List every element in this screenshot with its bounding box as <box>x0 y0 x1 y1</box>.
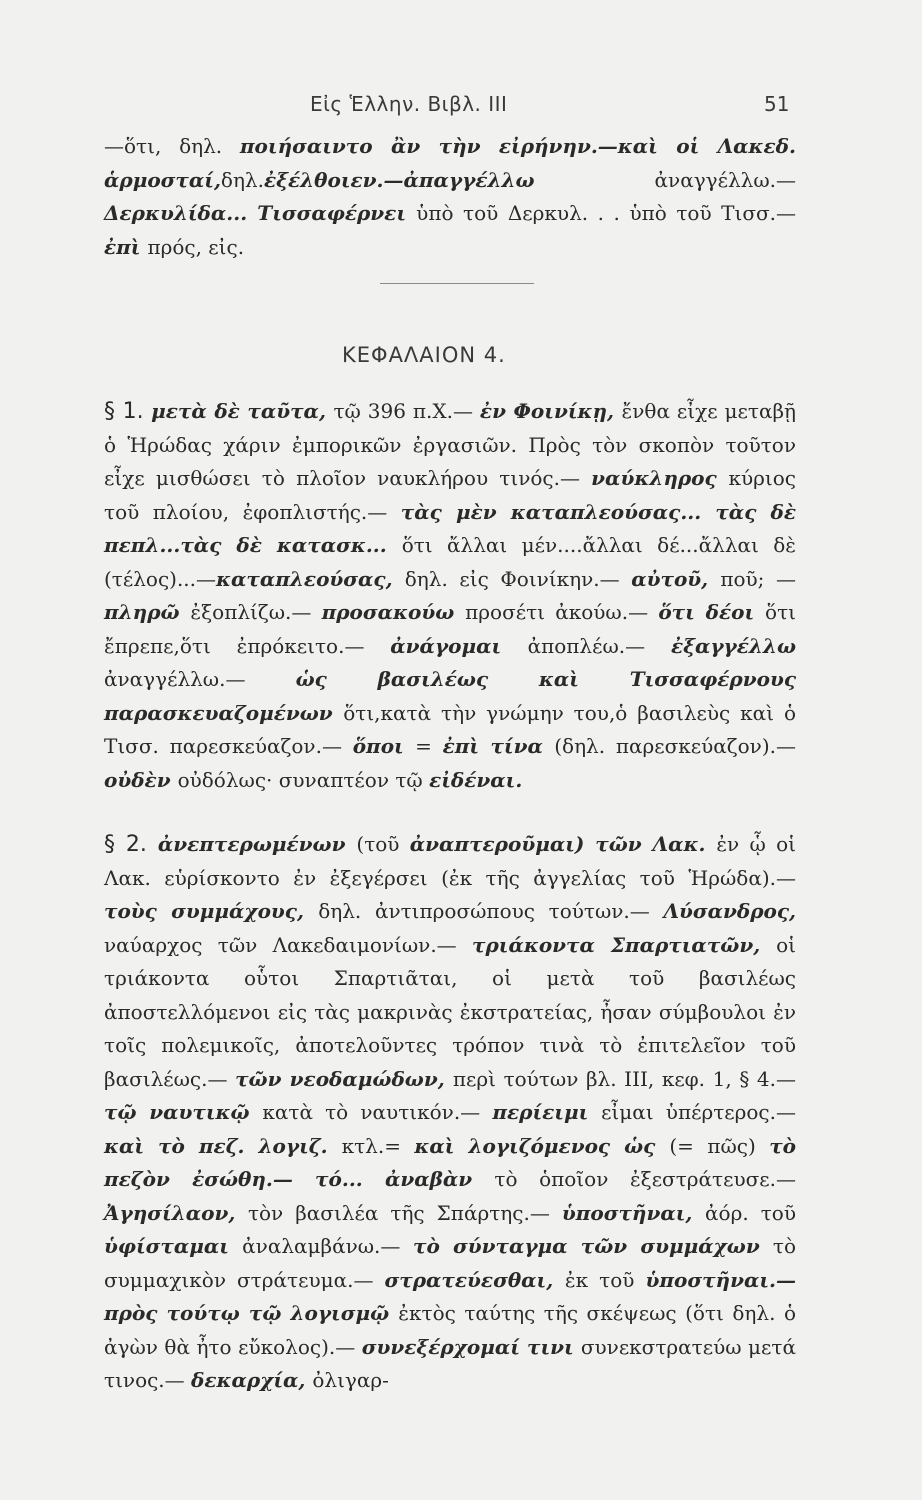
glossed-term: Λύσανδρος, <box>663 899 796 923</box>
gloss-text: κύριος τοῦ πλοίου, ἐφοπλιστής.— <box>104 466 796 524</box>
glossed-term: ὑποστῆναι.—πρὸς τούτῳ τῷ λογισμῷ <box>104 1267 796 1325</box>
glossed-term: ὑποστῆναι, <box>561 1200 706 1225</box>
glossed-term: τοὺς συμμάχους, <box>104 899 319 923</box>
top-paragraph <box>104 130 796 264</box>
divider-rule <box>380 283 534 284</box>
gloss-text: = <box>415 734 443 758</box>
section-marker: § 2. <box>104 832 158 857</box>
gloss-text: ἐξοπλίζω.— <box>190 600 322 624</box>
glossed-term: συνεξέρχομαί τινι <box>361 1334 581 1359</box>
glossed-term: τὸ πεζὸν ἐσώθη.— τό... ἀναβὰν <box>104 1133 797 1191</box>
gloss-text: δηλ. ἀντιπροσώπους τούτων.— <box>318 899 664 923</box>
gloss-text: τὸ ὁποῖον ἐξεστράτευσε.— <box>494 1167 796 1191</box>
section-1-paragraph <box>104 395 796 797</box>
glossed-term: μετὰ δὲ ταῦτα, <box>151 399 334 423</box>
gloss-text: ἐκτὸς ταύτης τῆς σκέψεως (ὅτι δηλ. ὁ ἀγὼν θὰ ἦτο εὔκολος).— <box>104 1301 796 1359</box>
glossed-term: τριάκοντα Σπαρτιατῶν, <box>472 932 777 957</box>
gloss-text: —ὅτι, <box>104 134 180 158</box>
gloss-text: κτλ.= <box>341 1133 415 1158</box>
gloss-text: δηλ. <box>179 134 240 158</box>
glossed-term: ὅποι <box>352 734 416 758</box>
gloss-text: (τοῦ <box>356 832 410 856</box>
glossed-term: προσακούω <box>321 600 466 624</box>
gloss-text: προσέτι ἀκούω.— <box>465 600 659 624</box>
glossed-term: ἐξαγγέλλω <box>670 633 796 658</box>
gloss-text: δηλ. εἰς Φοινίκην.— <box>404 566 632 591</box>
glossed-term: ποιήσαιντο ἂν τὴν εἰρήνην.—καὶ οἱ Λακεδ. ἁρμοσταί, <box>104 134 796 192</box>
glossed-term: ἐπὶ <box>104 234 148 259</box>
gloss-text: κατὰ τὸ ναυτικόν.— <box>262 1100 493 1124</box>
glossed-term: τὰς μὲν καταπλεούσας... τὰς δὲ πεπλ...τὰς δὲ κατασκ... <box>104 499 797 557</box>
gloss-text: ἀναγγέλλω.— <box>104 667 296 691</box>
glossed-term: ἐπὶ τίνα <box>442 734 555 758</box>
glossed-term: οὐδὲν <box>104 767 178 792</box>
glossed-term: ἐν Φοινίκῃ, <box>479 399 622 423</box>
gloss-text: εἶμαι ὑπέρτερος.— <box>601 1100 796 1124</box>
glossed-term: Δερκυλίδα... Τισσαφέρνει <box>104 201 417 225</box>
glossed-term: καὶ τὸ πεζ. λογιζ. <box>104 1133 342 1158</box>
glossed-term: ἀνεπτερωμένων <box>157 832 357 856</box>
glossed-term: δεκαρχία, <box>191 1368 313 1392</box>
glossed-term: ὅτι δέοι <box>658 600 766 624</box>
gloss-text: περὶ τούτων βλ. III, κεφ. 1, § 4.— <box>452 1066 797 1091</box>
glossed-term: καὶ λογιζόμενος ὡς <box>414 1133 670 1158</box>
glossed-term: πληρῶ <box>104 600 191 624</box>
gloss-text: οὐδόλως· συναπτέον τῷ <box>177 767 430 792</box>
gloss-text: ἐκ τοῦ <box>564 1267 646 1292</box>
glossed-term: αὐτοῦ, <box>631 566 721 591</box>
gloss-text: ἀναλαμβάνω.— <box>242 1234 413 1258</box>
gloss-text: ναύαρχος τῶν Λακεδαιμονίων.— <box>104 932 473 957</box>
glossed-term: ἐξέλθοιεν.—ἀπαγγέλλω <box>263 167 655 192</box>
running-title: Εἰς Ἑλλην. Βιβλ. III <box>310 92 508 116</box>
glossed-term: ὑφίσταμαι <box>104 1234 243 1258</box>
gloss-text: ἀποπλέω.— <box>527 633 671 658</box>
gloss-text: ἔνθα εἶχε μεταβῇ ὁ Ἡρώδας χάριν ἐμπορικῶν ἐργασιῶν. Πρὸς τὸν σκοπὸν τοῦτον εἶχε μισθώσει τὸ πλοῖον ναυκλήρου τινός.— <box>104 399 797 490</box>
gloss-text: ὅτι,κατὰ τὴν γνώμην του,ὁ βασιλεὺς καὶ ὁ Τισσ. παρεσκεύαζον.— <box>104 700 796 758</box>
glossed-term: ὡς βασιλέως καὶ Τισσαφέρνους παρασκευαζομένων <box>104 667 796 725</box>
glossed-term: τῶν νεοδαμώδων, <box>235 1066 453 1091</box>
glossed-term: ἀνάγομαι <box>390 633 528 658</box>
gloss-text: τὸν βασιλέα τῆς Σπάρτης.— <box>247 1200 562 1225</box>
gloss-text: οἱ τριάκοντα οὗτοι Σπαρτιᾶται, οἱ μετὰ τοῦ βασιλέως ἀποστελλόμενοι εἰς τὰς μακρινὰς ἐκστρατείας, ἦσαν σύμβουλοι ἐν τοῖς πολεμικοῖς, ἀποτελοῦντες τρόπον τινὰ τὸ ἐπιτελεῖον τοῦ βασιλέως.— <box>104 932 796 1091</box>
gloss-text: (δηλ. παρεσκεύαζον).— <box>554 734 796 758</box>
glossed-term: εἰδέναι. <box>429 767 523 792</box>
gloss-text: ὑπὸ τοῦ Δερκυλ. . . ὑπὸ τοῦ Τισσ.— <box>416 201 796 225</box>
glossed-term: τὸ σύνταγμα τῶν συμμάχων <box>413 1234 773 1258</box>
gloss-text: ποῦ; — <box>720 566 796 591</box>
gloss-text: ἀόρ. τοῦ <box>705 1200 796 1225</box>
gloss-text: ὅτι ἔπρεπε,ὅτι ἐπρόκειτο.— <box>104 600 796 658</box>
gloss-text: τὸ συμμαχικὸν στράτευμα.— <box>104 1234 796 1292</box>
gloss-text: ὀλιγαρ- <box>312 1368 389 1392</box>
glossed-term: ἀναπτεροῦμαι) τῶν Λακ. <box>409 832 717 856</box>
page-number: 51 <box>764 92 790 116</box>
gloss-text: ἀναγγέλλω.— <box>654 167 796 192</box>
glossed-term: καταπλεούσας, <box>216 566 405 591</box>
glossed-term: περίειμι <box>492 1100 602 1124</box>
glossed-term: Ἀγησίλαον, <box>104 1200 248 1225</box>
gloss-text: πρός, εἰς. <box>147 234 245 259</box>
glossed-term: ναύκληρος <box>591 466 729 490</box>
gloss-text: ὅτι ἄλλαι μέν....ἄλλαι δέ...ἄλλαι δὲ (τέλος)...— <box>104 533 796 591</box>
gloss-text: συνεκστρατεύω μετά τινος.— <box>104 1334 796 1392</box>
chapter-heading: ΚΕΦΑΛΑΙΟΝ 4. <box>342 343 506 367</box>
glossed-term: τῷ ναυτικῷ <box>104 1100 263 1124</box>
glossed-term: στρατεύεσθαι, <box>384 1267 565 1292</box>
gloss-text: δηλ. <box>220 167 264 192</box>
gloss-text: ἐν ᾧ οἱ Λακ. εὑρίσκοντο ἐν ἐξεγέρσει (ἐκ τῆς ἀγγελίας τοῦ Ἡρώδα).— <box>104 832 796 890</box>
section-2-paragraph <box>104 828 796 1398</box>
section-marker: § 1. <box>104 399 152 424</box>
gloss-text: (= πῶς) <box>669 1133 770 1158</box>
gloss-text: τῷ 396 π.Χ.— <box>333 399 480 423</box>
